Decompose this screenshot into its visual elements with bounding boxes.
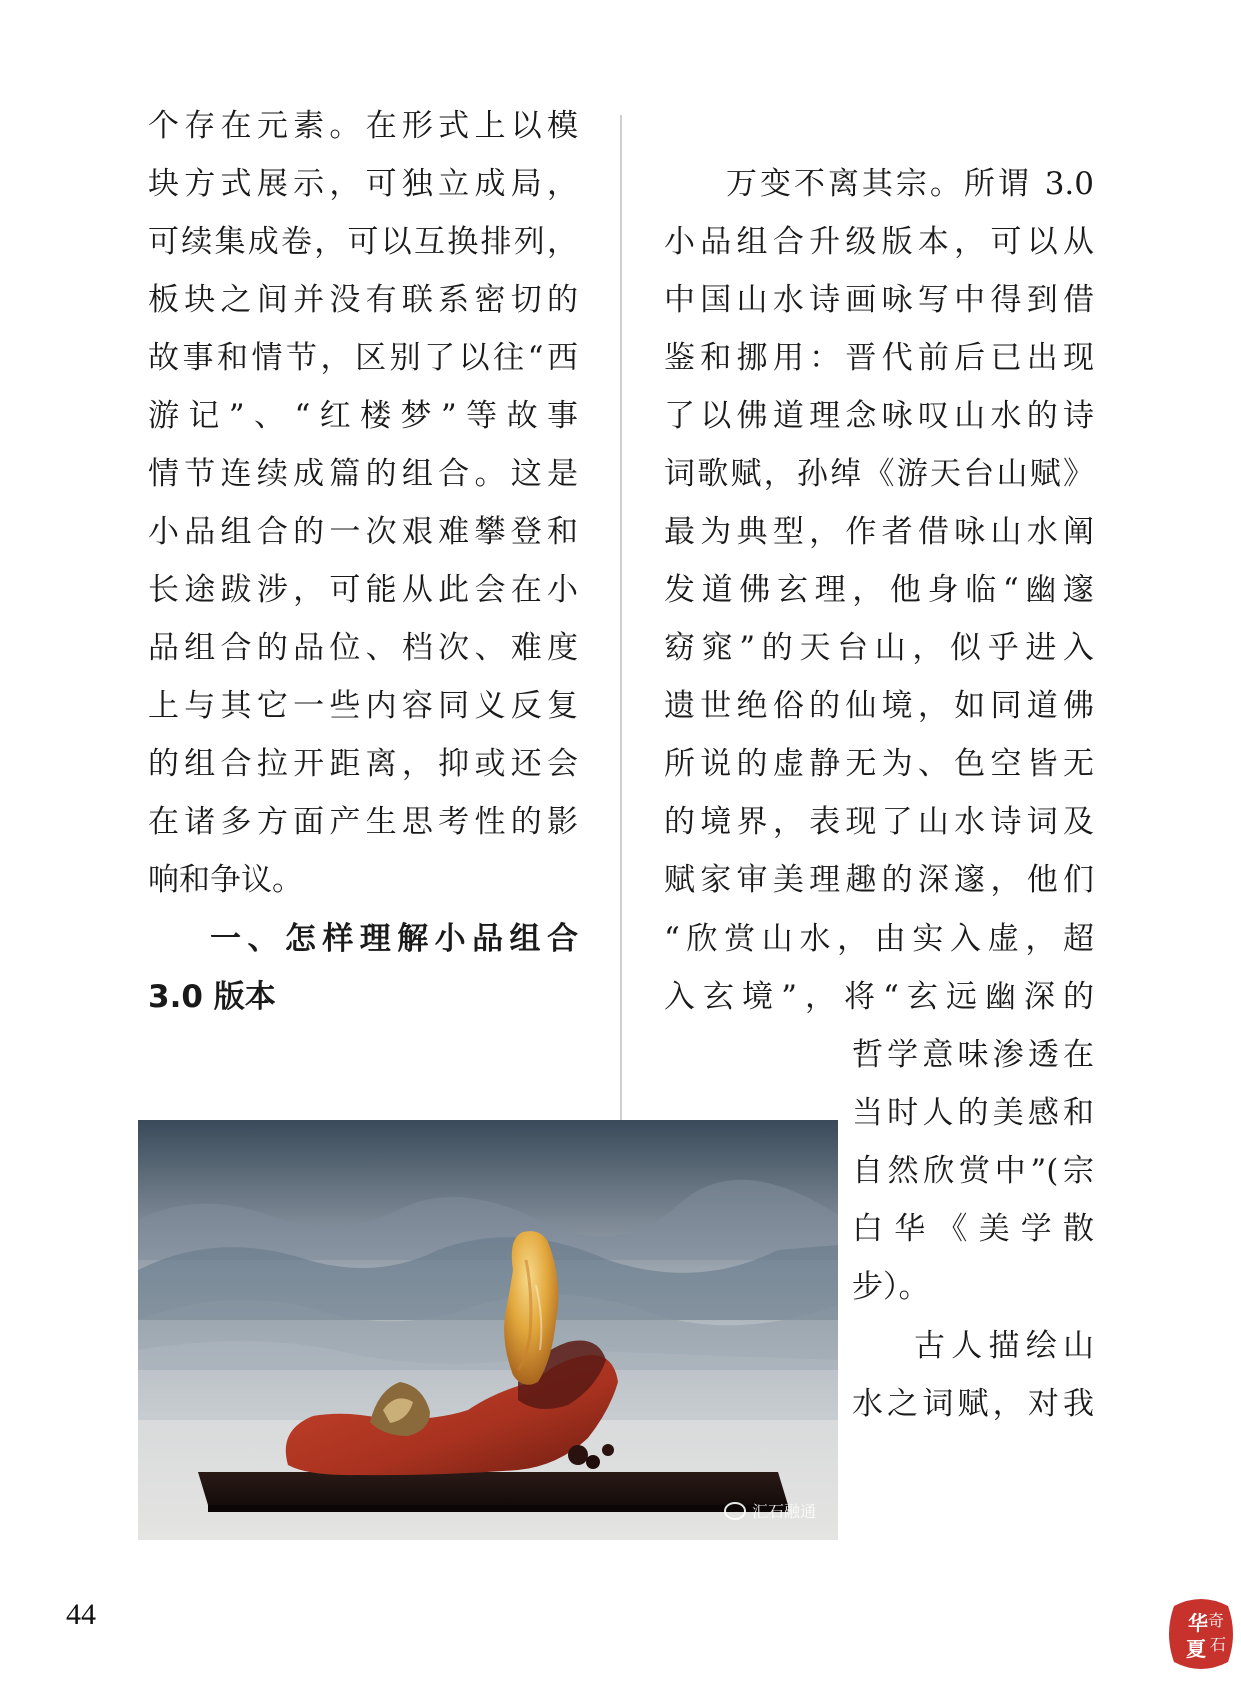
wechat-icon [724, 1502, 746, 1520]
text-line: 块方式展示，可独立成局， [148, 166, 578, 202]
text-line: 水之词赋，对我 [852, 1386, 1094, 1422]
text-line: 赋家审美理趣的深邃，他们 [664, 862, 1094, 898]
text-line: 长途跋涉，可能从此会在小 [148, 572, 578, 608]
text-line: 步）。 [852, 1269, 930, 1305]
stone-arrangement-photo [138, 1120, 838, 1540]
text-line: 小品组合升级版本，可以从 [664, 224, 1094, 260]
text-line: 遗世绝俗的仙境，如同道佛 [664, 688, 1094, 724]
text-line: 发道佛玄理，他身临“幽邃 [664, 572, 1094, 608]
stone-photo-illustration [138, 1120, 838, 1540]
text-line: “欣赏山水，由实入虚，超 [664, 921, 1094, 957]
text-line: 的境界，表现了山水诗词及 [664, 804, 1094, 840]
text-line: 在诸多方面产生思考性的影 [148, 804, 578, 840]
text-line: 中国山水诗画咏写中得到借 [664, 282, 1094, 318]
section-heading: 一、怎样理解小品组合 [210, 921, 578, 957]
text-line: 鉴和挪用：晋代前后已出现 [664, 340, 1094, 376]
text-line: 情节连续成篇的组合。这是 [148, 456, 578, 492]
text-line: 哲学意味渗透在 [852, 1037, 1094, 1073]
page-number: 44 [66, 1598, 96, 1631]
text-line: 自然欣赏中”(宗 [852, 1153, 1094, 1189]
svg-text:石: 石 [1210, 1635, 1227, 1654]
text-line: 可续集成卷，可以互换排列， [148, 224, 578, 260]
text-line: 了以佛道理念咏叹山水的诗 [664, 398, 1094, 434]
text-line: 词歌赋，孙绰《游天台山赋》 [664, 456, 1094, 492]
site-logo [1166, 1594, 1236, 1678]
svg-text:奇: 奇 [1208, 1611, 1225, 1630]
text-line: 白华《美学散 [852, 1211, 1094, 1247]
text-line: 当时人的美感和 [852, 1095, 1094, 1131]
column-divider [620, 115, 622, 1121]
watermark-text: 汇石融通 [751, 1502, 816, 1521]
text-line: 所说的虚静无为、色空皆无 [664, 746, 1094, 782]
text-line: 上与其它一些内容同义反复 [148, 688, 578, 724]
text-line: 古人描绘山 [914, 1328, 1094, 1364]
text-line: 响和争议。 [148, 862, 303, 898]
section-heading-cont: 3.0 版本 [148, 979, 276, 1015]
text-line: 小品组合的一次艰难攀登和 [148, 514, 578, 550]
photo-watermark [724, 1499, 816, 1522]
text-line: 故事和情节，区别了以往“西 [148, 340, 578, 376]
text-line: 万变不离其宗。所谓 3.0 [726, 166, 1094, 202]
text-line: 窈窕”的天台山，似乎进入 [664, 630, 1094, 666]
text-line: 的组合拉开距离，抑或还会 [148, 746, 578, 782]
text-line: 个存在元素。在形式上以模 [148, 108, 578, 144]
text-line: 品组合的品位、档次、难度 [148, 630, 578, 666]
svg-text:夏: 夏 [1186, 1637, 1206, 1661]
text-line: 游记”、“红楼梦”等故事 [148, 398, 578, 434]
text-line: 入玄境”，将“玄远幽深的 [664, 979, 1094, 1015]
text-line: 板块之间并没有联系密切的 [148, 282, 578, 318]
text-line: 最为典型，作者借咏山水阐 [664, 514, 1094, 550]
svg-text:华: 华 [1188, 1611, 1208, 1635]
